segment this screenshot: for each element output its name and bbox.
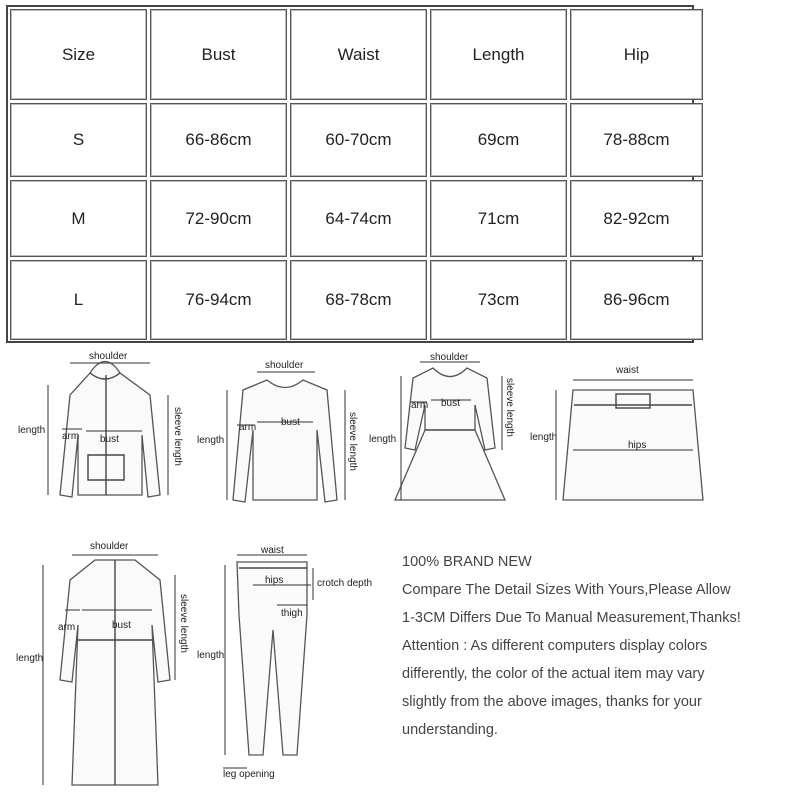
pants-diagram — [195, 540, 395, 795]
coat-sleeve-label: sleeve length — [178, 594, 189, 653]
cell-s-length: 69cm — [430, 103, 567, 177]
dress-bust-label: bust — [441, 398, 460, 409]
header-length: Length — [430, 9, 567, 100]
attention-text-line-1: Attention : As different computers display colors — [402, 638, 708, 654]
cell-l-waist: 68-78cm — [290, 260, 427, 340]
attention-text-line-4: understanding. — [402, 722, 498, 738]
sweater-shoulder-label: shoulder — [265, 360, 304, 371]
header-size: Size — [10, 9, 147, 100]
cell-m-length: 71cm — [430, 180, 567, 257]
cell-l-length: 73cm — [430, 260, 567, 340]
cell-s-waist: 60-70cm — [290, 103, 427, 177]
hoodie-shoulder-label: shoulder — [89, 351, 128, 362]
dress-shoulder-label: shoulder — [430, 352, 469, 363]
coat-shoulder-label: shoulder — [90, 541, 129, 552]
cell-s-size: S — [10, 103, 147, 177]
cell-s-hip: 78-88cm — [570, 103, 703, 177]
size-table — [6, 5, 694, 343]
hoodie-sleeve-label: sleeve length — [172, 407, 183, 466]
dress-diagram — [365, 350, 535, 515]
cell-m-bust: 72-90cm — [150, 180, 287, 257]
coat-bust-label: bust — [112, 620, 131, 631]
pants-leg-opening-label: leg opening — [223, 769, 275, 780]
cell-l-hip: 86-96cm — [570, 260, 703, 340]
brand-new-text: 100% BRAND NEW — [402, 554, 532, 570]
cell-m-waist: 64-74cm — [290, 180, 427, 257]
compare-text-line-2: 1-3CM Differs Due To Manual Measurement,Thanks! — [402, 610, 741, 626]
skirt-hips-label: hips — [628, 440, 647, 451]
header-bust: Bust — [150, 9, 287, 100]
dress-arm-label: arm — [411, 400, 429, 411]
header-waist: Waist — [290, 9, 427, 100]
header-hip: Hip — [570, 9, 703, 100]
pants-waist-label: waist — [261, 545, 284, 556]
sweater-diagram — [195, 350, 375, 515]
pants-crotch-label: crotch depth — [317, 578, 373, 589]
sweater-bust-label: bust — [281, 417, 300, 428]
skirt-sketch-icon — [528, 360, 728, 510]
skirt-length-label: length — [530, 432, 558, 443]
pants-hips-label: hips — [265, 575, 284, 586]
sweater-arm-label: arm — [239, 422, 257, 433]
hoodie-arm-label: arm — [62, 431, 80, 442]
sweater-sleeve-label: sleeve length — [347, 412, 358, 471]
dress-sleeve-label: sleeve length — [504, 378, 515, 437]
coat-sketch-icon — [10, 540, 210, 795]
attention-text-line-3: slightly from the above images, thanks for your — [402, 694, 702, 710]
skirt-waist-label: waist — [616, 365, 639, 376]
coat-arm-label: arm — [58, 622, 76, 633]
pants-thigh-label: thigh — [281, 608, 303, 619]
coat-length-label: length — [16, 653, 44, 664]
skirt-diagram — [528, 360, 728, 510]
cell-s-bust: 66-86cm — [150, 103, 287, 177]
pants-length-label: length — [197, 650, 225, 661]
hoodie-bust-label: bust — [100, 434, 119, 445]
sweater-length-label: length — [197, 435, 225, 446]
compare-text-line-1: Compare The Detail Sizes With Yours,Please Allow — [402, 582, 731, 598]
hoodie-length-label: length — [18, 425, 46, 436]
attention-text-line-2: differently, the color of the actual item may vary — [402, 666, 705, 682]
cell-l-bust: 76-94cm — [150, 260, 287, 340]
cell-m-size: M — [10, 180, 147, 257]
dress-length-label: length — [369, 434, 397, 445]
cell-m-hip: 82-92cm — [570, 180, 703, 257]
product-notes — [402, 548, 798, 744]
coat-diagram — [10, 540, 210, 795]
hoodie-diagram — [0, 345, 200, 515]
cell-l-size: L — [10, 260, 147, 340]
size-grid — [10, 9, 690, 339]
